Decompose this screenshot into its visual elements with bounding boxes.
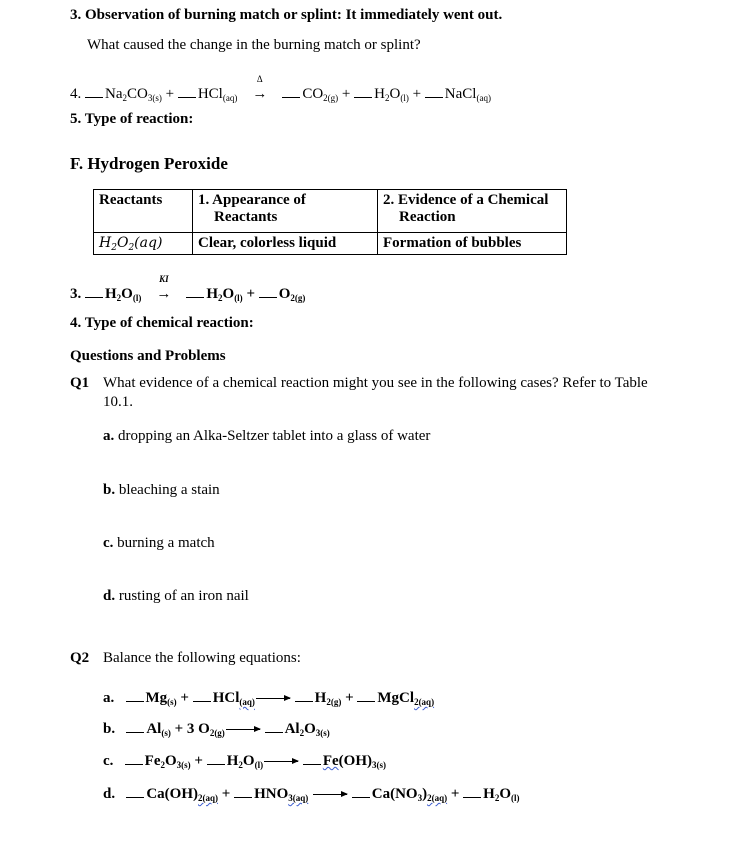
answer-blank[interactable] [126,786,144,798]
reaction-arrow: KI → [156,274,172,302]
cell-evidence: Formation of bubbles [378,233,567,255]
answer-blank[interactable] [125,753,143,765]
observation-3-result: It immediately went out. [345,7,503,23]
header-evidence: 2. Evidence of a Chemical Reaction [378,190,567,233]
answer-blank[interactable] [463,786,481,798]
catalyst-label: KI [159,274,169,284]
answer-blank[interactable] [357,690,375,702]
questions-heading: Questions and Problems [70,348,226,364]
answer-blank[interactable] [186,286,204,298]
answer-blank[interactable] [234,786,252,798]
answer-blank[interactable] [352,786,370,798]
equation-d: d. $Ca(OH)_{2(aq)} + HNO_{3(aq)}$ $Ca(NO_3)_{2(aq)} + H_2O_{(l)}$ [103,786,520,803]
answer-blank[interactable] [425,86,443,98]
observation-3 [70,7,502,24]
answer-blank[interactable] [126,721,144,733]
answer-blank[interactable] [193,690,211,702]
q2-text: Balance the following equations: [103,650,301,666]
answer-blank[interactable] [207,753,225,765]
q1-part-d: d. rusting of an iron nail [103,588,249,604]
answer-blank[interactable] [259,286,277,298]
heat-symbol: Δ [256,74,263,84]
answer-blank[interactable] [295,690,313,702]
header-reactants: Reactants [94,190,193,233]
answer-blank[interactable] [178,86,196,98]
observation-table [93,189,567,255]
equation-4: 4. $Na_2CO_{3(s)} + HCl_{(aq)}$ Δ → $CO_{2(g)} + H_2O_{(l)}$ + NaCl$_{(aq)}$ [70,74,491,103]
reaction-arrow [226,729,260,730]
observation-3-lead: 3. Observation of burning match or splint: [70,7,346,23]
reaction-arrow [264,761,298,762]
observation-3-question: What caused the change in the burning match or splint? [87,37,421,53]
q2-number: Q2 [70,650,90,666]
reaction-arrow [256,698,290,699]
answer-blank[interactable] [85,86,103,98]
cell-reactant: $H_2O_2(aq)$ [94,233,193,255]
equation-b: b. $Al_{(s)} + 3$ $O_{2(g)}$ $Al_2O_{3(s)}$ [103,721,330,738]
q1-number: Q1 [70,375,90,391]
type-of-reaction-5: 5. Type of reaction: [70,111,194,127]
q1-part-c: c. burning a match [103,535,215,551]
answer-blank[interactable] [126,690,144,702]
eq4-number: 4. [70,86,82,102]
header-appearance: 1. Appearance of Reactants [193,190,378,233]
type-of-reaction-4: 4. Type of chemical reaction: [70,315,254,331]
answer-blank[interactable] [265,721,283,733]
cell-appearance: Clear, colorless liquid [193,233,378,255]
answer-blank[interactable] [282,86,300,98]
q1-part-b: b. bleaching a stain [103,482,220,498]
section-heading: F. Hydrogen Peroxide [70,154,228,173]
answer-blank[interactable] [303,753,321,765]
equation-a: a. $Mg_{(s)} + HCl_{(aq)}$ $H_{2(g)}$ + MgCl$_{2(aq)}$ [103,690,435,707]
reaction-arrow [313,794,347,795]
q1-text: What evidence of a chemical reaction might you see in the following cases? Refer to Table [103,375,648,391]
equation-c: c. $Fe_2O_{3(s)} + H_2O_{(l)}$ $Fe(OH)_{3(s)}$ [103,753,386,770]
equation-f3: 3. $H_2O_{(l)}$ KI → $H_2O_{(l)} + O_{2(g)}$ [70,274,306,303]
answer-blank[interactable] [354,86,372,98]
q1-text-cont: 10.1. [103,394,133,410]
answer-blank[interactable] [85,286,103,298]
q1-part-a: a. dropping an Alka-Seltzer tablet into a glass of water [103,428,431,444]
reaction-arrow: Δ → [252,74,268,102]
